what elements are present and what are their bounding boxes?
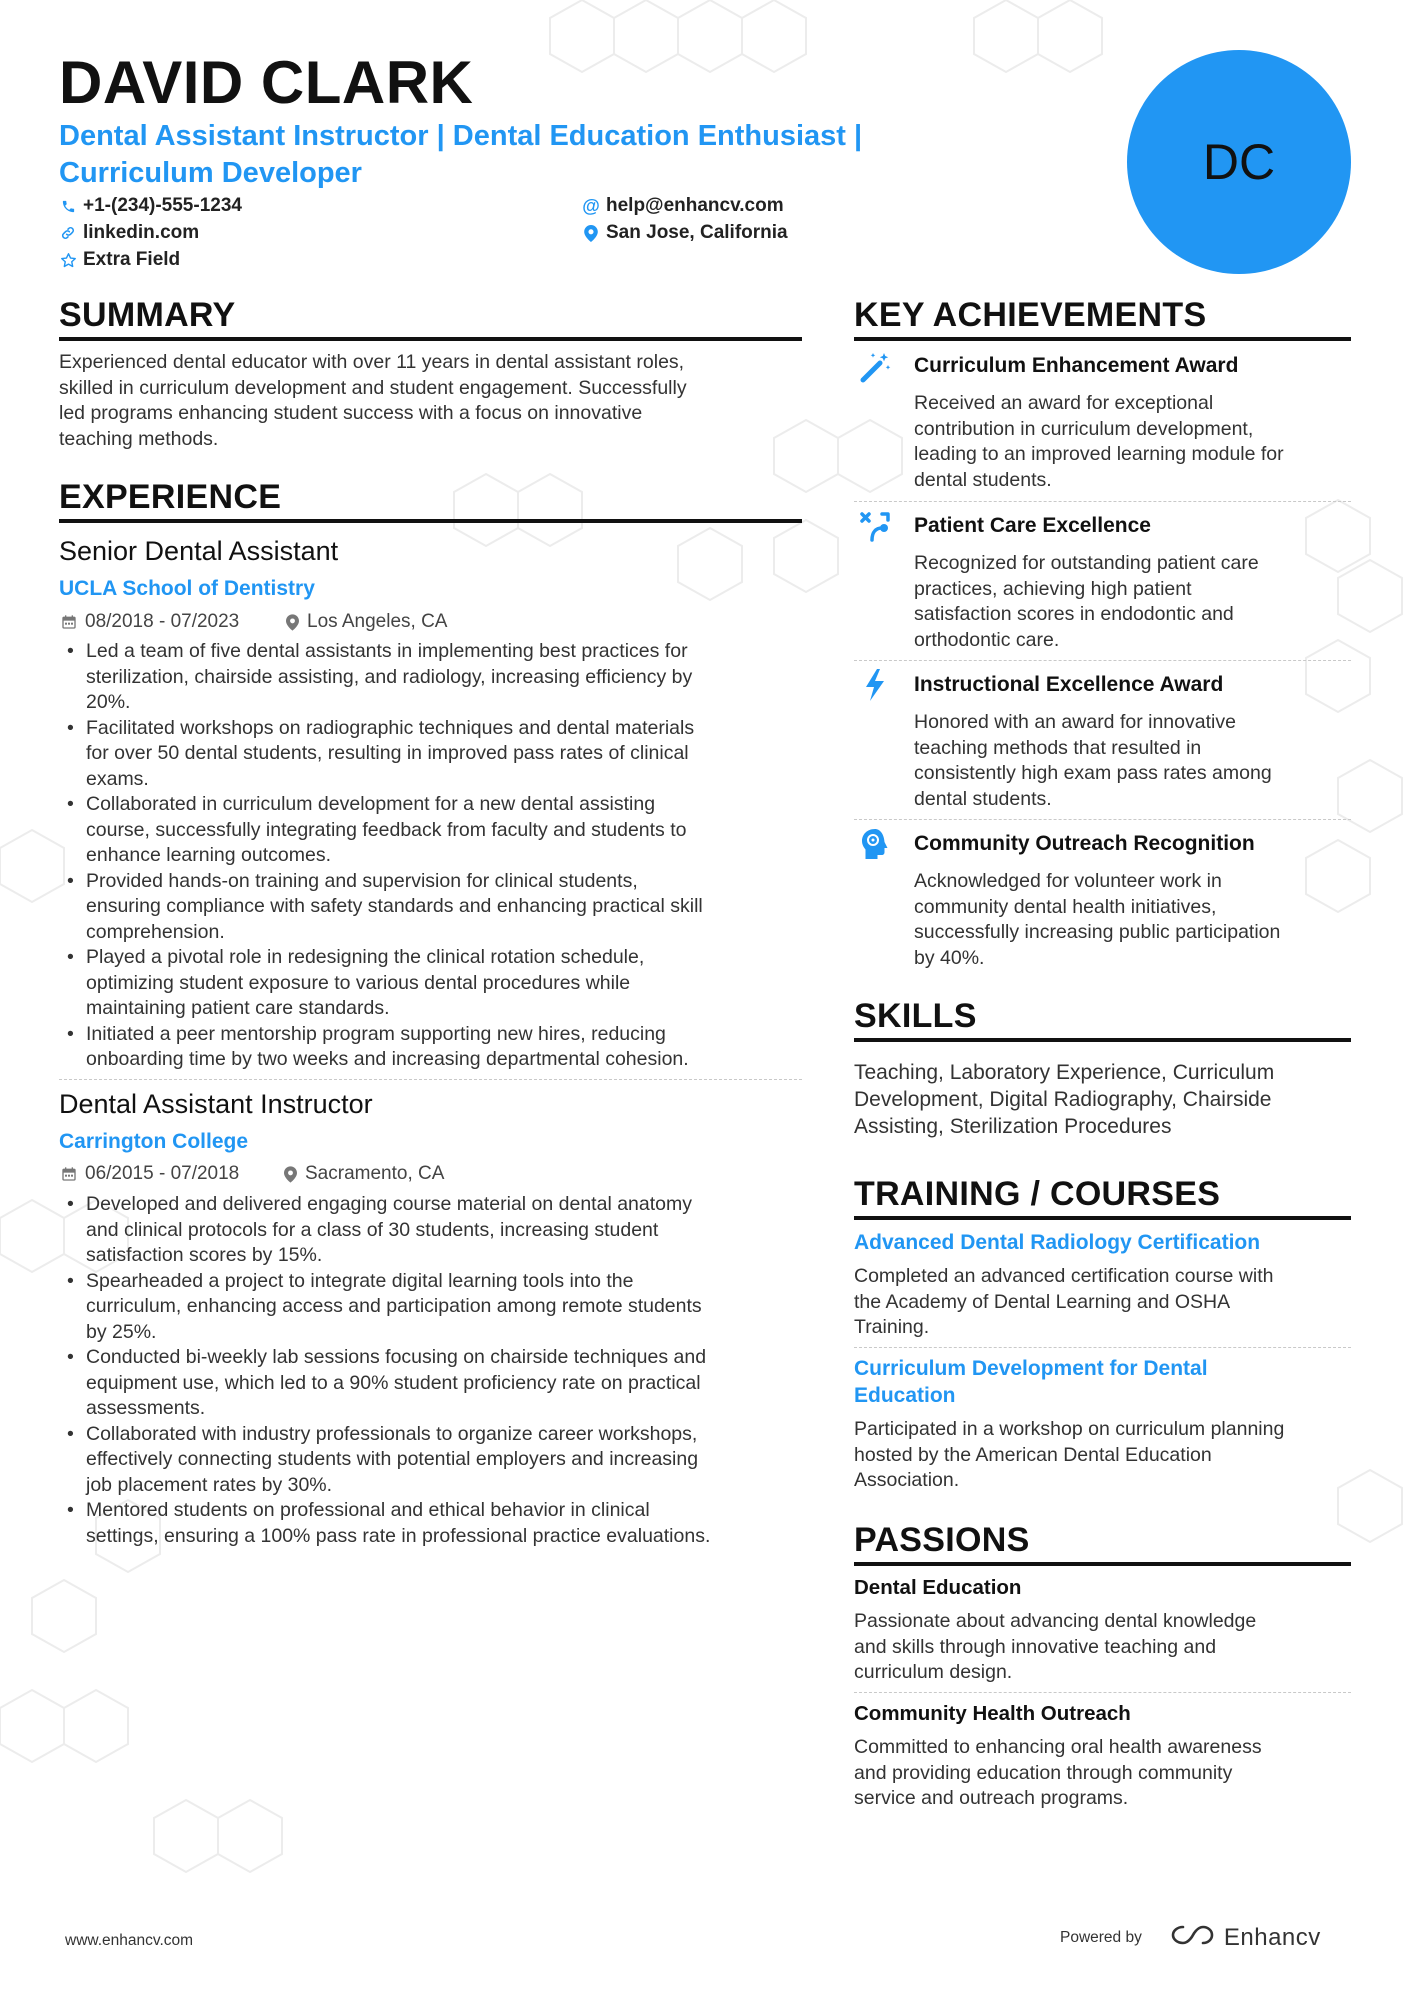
list-item: • Initiated a peer mentorship program supporting new hires, reducing onboarding time by two weeks and increasing departmental cohesion. [59,1022,819,1073]
passion-title: Community Health Outreach [854,1702,1131,1725]
job-bullets [59,639,819,1073]
list-item: • Played a pivotal role in redesigning the clinical rotation schedule, optimizing student exposure to various dental procedures while maintaining patient care standards. [59,945,819,1022]
lightning-bolt-icon [858,668,892,702]
calendar-icon [61,1166,77,1182]
list-item: • Collaborated with industry professionals to organize career workshops, effectively connecting students with potential employers and increasing job placement rates by 30%. [59,1422,819,1499]
head-brain-icon [858,827,892,861]
list-item: • Mentored students on professional and ethical behavior in clinical settings, ensuring a 100% pass rate in professional practice evaluations. [59,1498,819,1549]
course-title[interactable]: Advanced Dental Radiology Certification [854,1231,1261,1254]
list-item: • Developed and delivered engaging course material on dental anatomy and clinical protocols for a class of 30 students, increasing student satisfaction scores by 15%. [59,1192,819,1269]
divider [59,1079,802,1080]
achievement-title: Patient Care Excellence [914,514,1151,537]
job-bullets [59,1192,819,1549]
at-icon: @ [582,195,600,216]
divider [854,1692,1351,1693]
achievement-title: Curriculum Enhancement Award [914,354,1239,377]
job-title: Dental Assistant Instructor [59,1089,373,1119]
list-item: • Spearheaded a project to integrate digital learning tools into the curriculum, enhancing access and participation among remote students by 25%. [59,1269,819,1346]
phone-icon [59,197,77,215]
list-item: • Led a team of five dental assistants in implementing best practices for sterilization, chairside assisting, and radiology, increasing efficiency by 20%. [59,639,819,716]
summary-heading: SUMMARY [59,296,802,341]
course-title[interactable]: Curriculum Development for Dental Education [854,1357,1208,1407]
summary-text: Experienced dental educator with over 11 years in dental assistant roles, skilled in curriculum development and student engagement. Successfully led programs enhancing student success with a focus on innovative teaching methods. [59,351,687,450]
candidate-name: DAVID CLARK [59,49,474,116]
enhancv-logo-icon [1170,1923,1216,1952]
job-title: Senior Dental Assistant [59,536,339,566]
divider [854,501,1351,502]
divider [854,819,1351,820]
list-item: • Provided hands-on training and supervision for clinical students, ensuring compliance with safety standards and enhancing practical skill comprehension. [59,869,819,946]
calendar-icon [61,614,77,630]
achievement-title: Instructional Excellence Award [914,673,1224,696]
skills-heading: SKILLS [854,997,1351,1042]
contact-phone[interactable]: +1-(234)-555-1234 [59,195,242,217]
achievement-description: Received an award for exceptional contribution in curriculum development, leading to an improved learning module for dental students. [914,392,1284,491]
passion-description: Committed to enhancing oral health awareness and providing education through community service and outreach programs. [854,1736,1262,1809]
divider [854,1347,1351,1348]
star-icon [59,251,77,269]
link-icon [59,224,77,242]
job-location: Sacramento, CA [284,1163,444,1185]
divider [854,660,1351,661]
headline: Dental Assistant Instructor | Dental Education Enthusiast | Curriculum Developer [59,120,863,189]
course-description: Completed an advanced certification course with the Academy of Dental Learning and OSHA Training. [854,1265,1274,1338]
experience-heading: EXPERIENCE [59,478,802,523]
footer-branding[interactable]: Powered by Enhancv [1060,1923,1321,1951]
list-item: • Conducted bi-weekly lab sessions focusing on chairside techniques and equipment use, which led to a 90% student proficiency rate on practical assessments. [59,1345,819,1422]
job-company[interactable]: Carrington College [59,1130,249,1153]
contact-email[interactable]: @ help@enhancv.com [582,195,784,216]
contact-location: San Jose, California [582,222,788,244]
contact-linkedin[interactable]: linkedin.com [59,222,199,244]
passion-description: Passionate about advancing dental knowledge and skills through innovative teaching and curriculum design. [854,1610,1257,1683]
passion-title: Dental Education [854,1576,1022,1599]
passions-heading: PASSIONS [854,1521,1351,1566]
list-item: • Collaborated in curriculum development for a new dental assisting course, successfully integrating feedback from faculty and students to enhance learning outcomes. [59,792,819,869]
achievement-description: Honored with an award for innovative teaching methods that resulted in consistently high exam pass rates among dental students. [914,711,1272,810]
achievements-heading: KEY ACHIEVEMENTS [854,296,1351,341]
location-pin-icon [284,1166,297,1183]
route-icon [858,510,892,544]
job-location: Los Angeles, CA [286,611,447,633]
list-item: • Facilitated workshops on radiographic techniques and dental materials for over 50 dental students, resulting in improved pass rates of clinical exams. [59,716,819,793]
location-pin-icon [582,224,600,242]
job-dates: 06/2015 - 07/2018 [61,1163,239,1185]
job-dates: 08/2018 - 07/2023 [61,611,239,633]
job-company[interactable]: UCLA School of Dentistry [59,577,315,600]
achievement-description: Acknowledged for volunteer work in community dental health initiatives, successfully increasing public participation by 40%. [914,870,1281,969]
contact-extra-field: Extra Field [59,249,180,271]
skills-list: Teaching, Laboratory Experience, Curriculum Development, Digital Radiography, Chairside Assisting, Sterilization Procedures [854,1061,1275,1138]
training-heading: TRAINING / COURSES [854,1175,1351,1220]
achievement-description: Recognized for outstanding patient care practices, achieving high patient satisfaction scores in endodontic and orthodontic care. [914,552,1259,651]
course-description: Participated in a workshop on curriculum planning hosted by the American Dental Education Association. [854,1418,1285,1491]
avatar: DC [1127,50,1351,274]
location-pin-icon [286,614,299,631]
footer-website[interactable]: www.enhancv.com [65,1932,194,1949]
achievement-title: Community Outreach Recognition [914,832,1255,855]
magic-wand-icon [858,350,892,384]
